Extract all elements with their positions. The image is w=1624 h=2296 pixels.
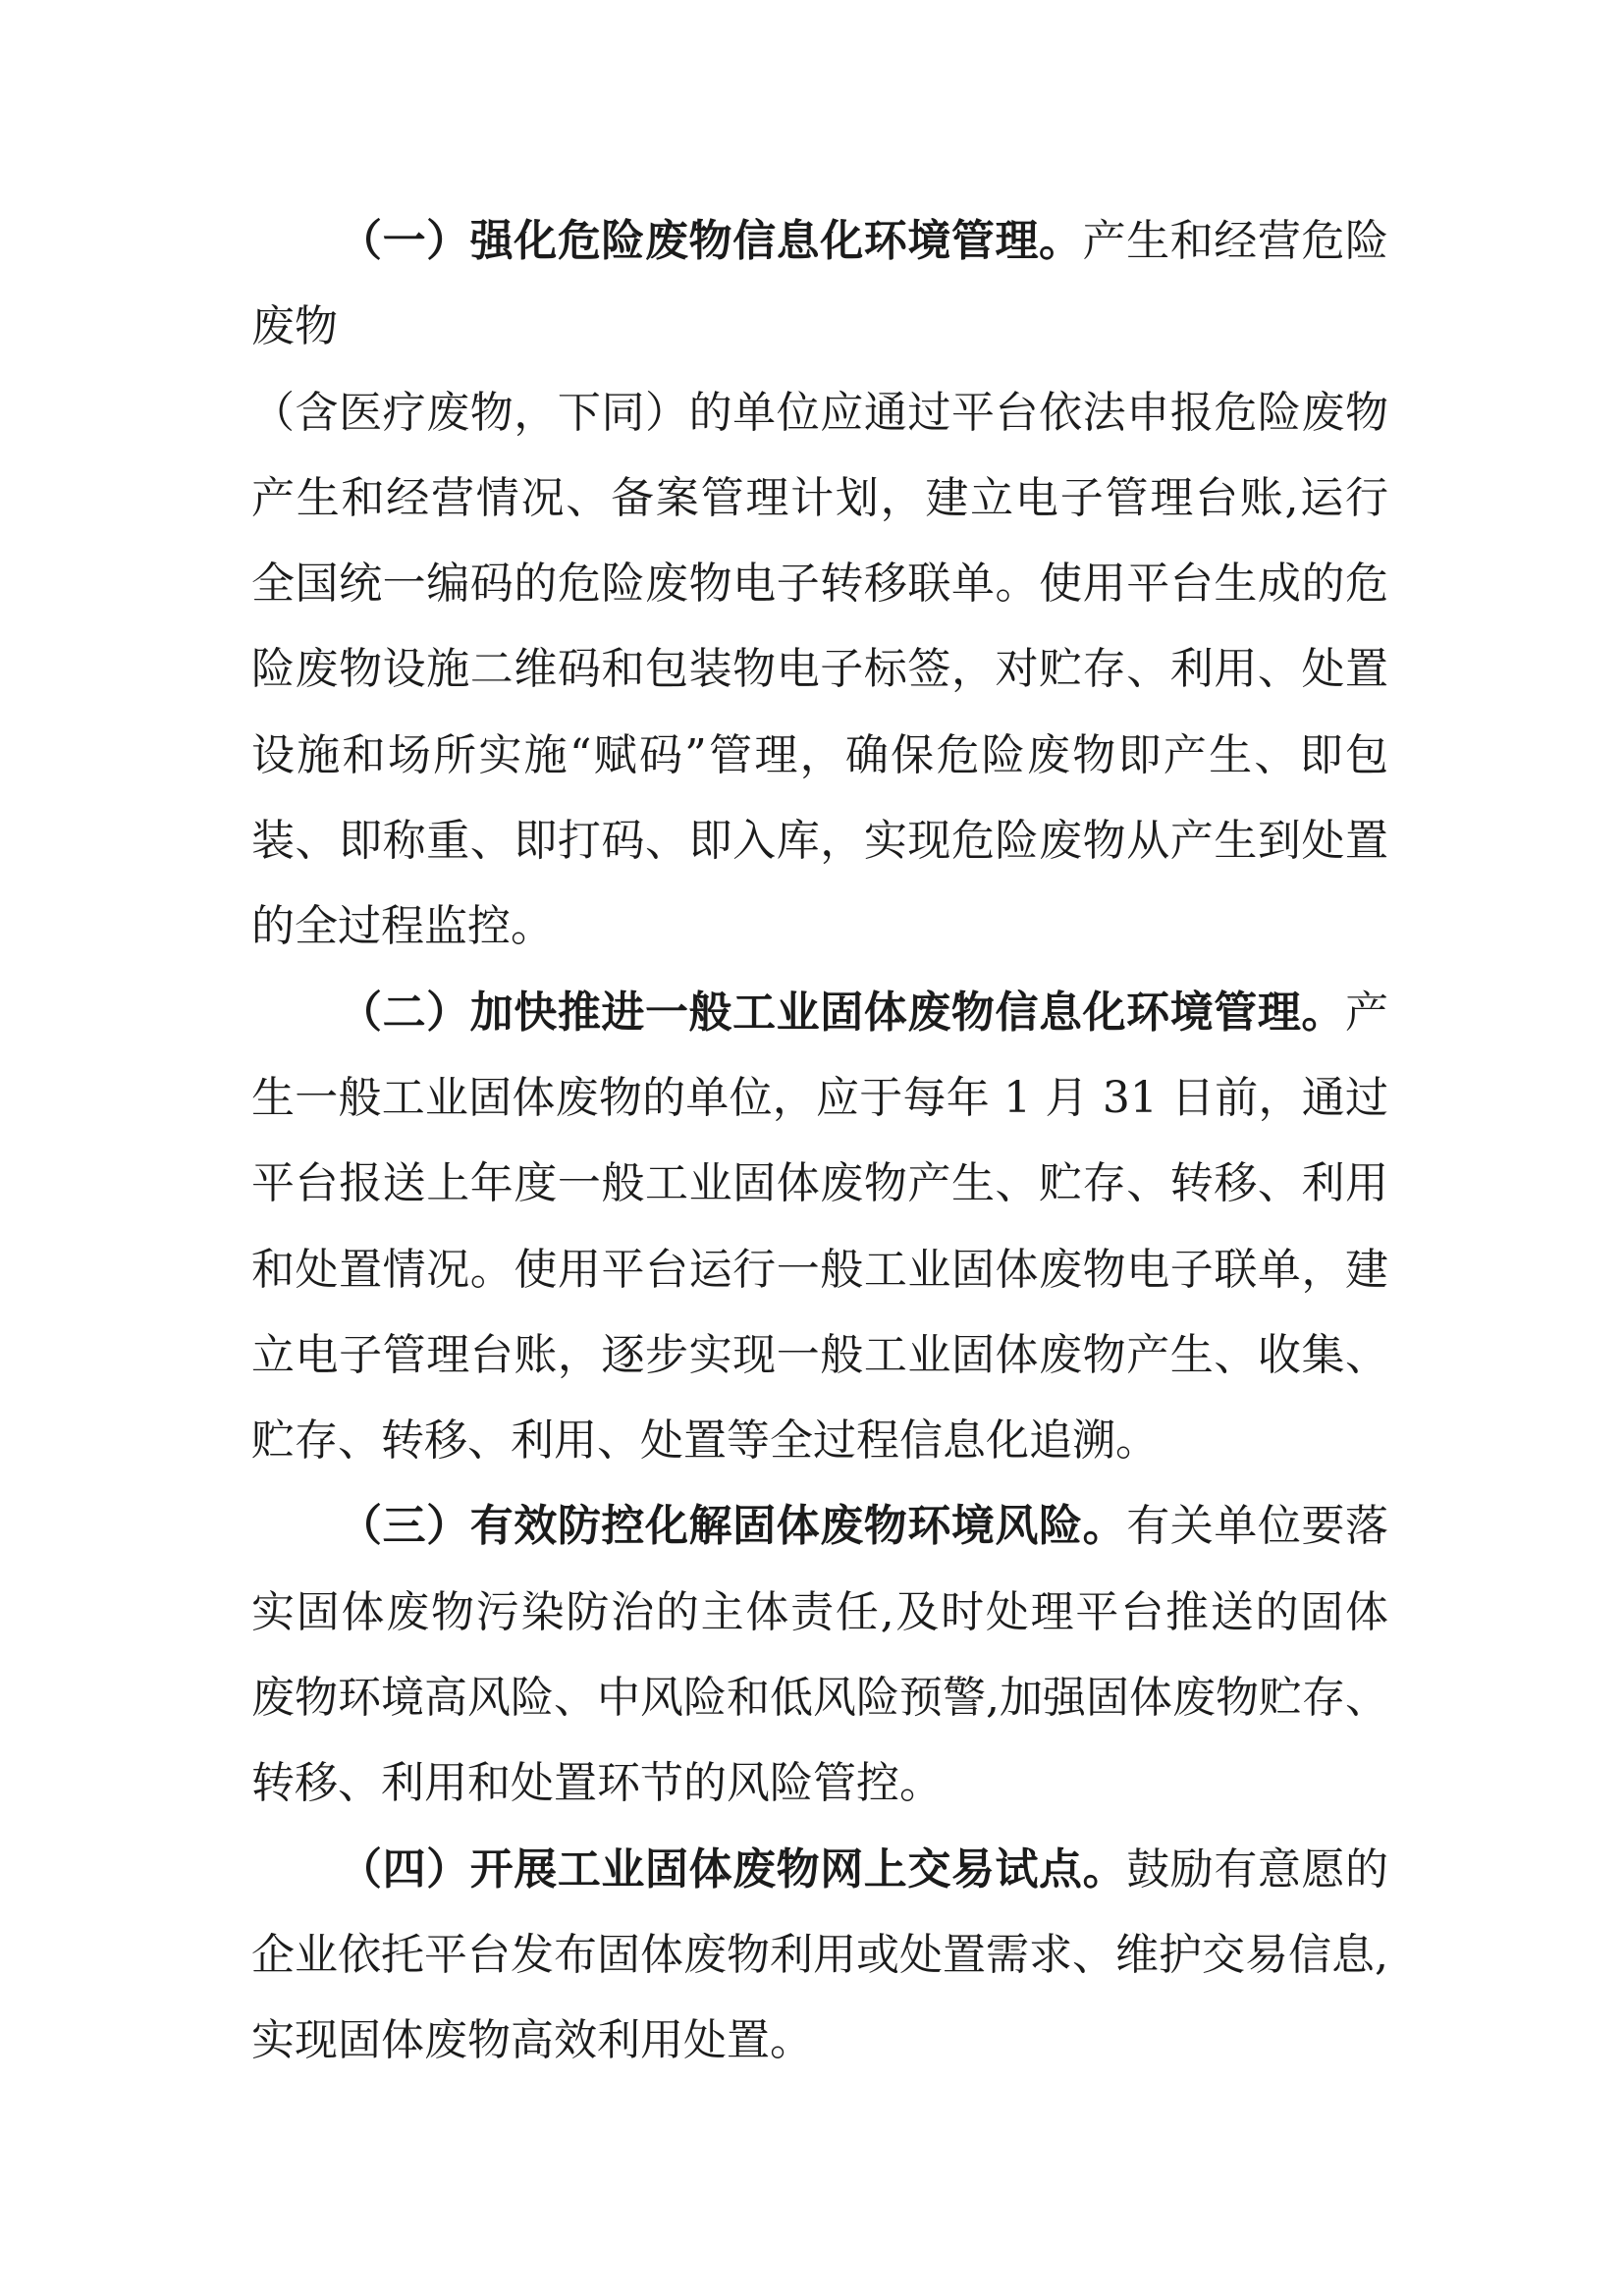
paragraph-1-first-line xyxy=(251,198,1388,284)
paragraph-4-line: 企业依托平台发布固体废物利用或处置需求、维护交易信息, xyxy=(251,1929,1388,1980)
paragraph-1-line: 设施和场所实施“赋码”管理，确保危险废物即产生、即包 xyxy=(251,729,1388,780)
paragraph-3-heading: （三）有效防控化解固体废物环境风险。 xyxy=(339,1501,1127,1552)
paragraph-2-line: 生一般工业固体废物的单位，应于每年 1 月 31 日前，通过 xyxy=(251,1072,1388,1123)
paragraph-2-line: 立电子管理台账，逐步实现一般工业固体废物产生、收集、 xyxy=(251,1329,1388,1380)
paragraph-4-first-line-text: 鼓励有意愿的 xyxy=(1126,1843,1388,1895)
paragraph-3 xyxy=(251,1483,1388,1826)
paragraph-1-first-line-text: 产生和经营危险 xyxy=(1082,216,1388,266)
paragraph-4-line: 实现固体废物高效利用处置。 xyxy=(251,2015,813,2066)
paragraph-2-heading: （二）加快推进一般工业固体废物信息化环境管理。 xyxy=(339,987,1345,1038)
paragraph-1-line: 险废物设施二维码和包装物电子标签，对贮存、利用、处置 xyxy=(251,644,1388,695)
paragraph-1-line: 全国统一编码的危险废物电子转移联单。使用平台生成的危 xyxy=(251,559,1388,610)
paragraph-4-heading: （四）开展工业固体废物网上交易试点。 xyxy=(339,1843,1127,1895)
paragraph-1-line: 废物 xyxy=(251,301,338,352)
paragraph-1-line: 产生和经营情况、备案管理计划，建立电子管理台账,运行 xyxy=(251,472,1388,523)
paragraph-2-first-line xyxy=(251,970,1388,1055)
paragraph-2 xyxy=(251,970,1388,1484)
paragraph-1-line: 装、即称重、即打码、即入库，实现危险废物从产生到处置 xyxy=(251,816,1388,867)
paragraph-2-first-line-text: 产 xyxy=(1345,987,1388,1038)
paragraph-2-line: 平台报送上年度一般工业固体废物产生、贮存、转移、利用 xyxy=(251,1158,1388,1209)
paragraph-2-line: 贮存、转移、利用、处置等全过程信息化追溯。 xyxy=(251,1415,1159,1467)
paragraph-3-first-line-text: 有关单位要落 xyxy=(1126,1501,1388,1552)
paragraph-2-line: 和处置情况。使用平台运行一般工业固体废物电子联单，建 xyxy=(251,1244,1388,1295)
paragraph-4-first-line xyxy=(251,1827,1388,1912)
paragraph-3-line: 废物环境高风险、中风险和低风险预警,加强固体废物贮存、 xyxy=(251,1673,1388,1724)
paragraph-1-heading: （一）强化危险废物信息化环境管理。 xyxy=(339,216,1083,266)
paragraph-3-first-line xyxy=(251,1483,1388,1569)
paragraph-4 xyxy=(251,1827,1388,2084)
paragraph-3-line: 实固体废物污染防治的主体责任,及时处理平台推送的固体 xyxy=(251,1586,1388,1637)
paragraph-1-line: （含医疗废物，下同）的单位应通过平台依法申报危险废物 xyxy=(251,387,1388,438)
document-page xyxy=(251,198,1388,2084)
paragraph-1-line: 的全过程监控。 xyxy=(251,901,554,952)
paragraph-3-line: 转移、利用和处置环节的风险管控。 xyxy=(251,1758,943,1809)
paragraph-1 xyxy=(251,198,1388,970)
